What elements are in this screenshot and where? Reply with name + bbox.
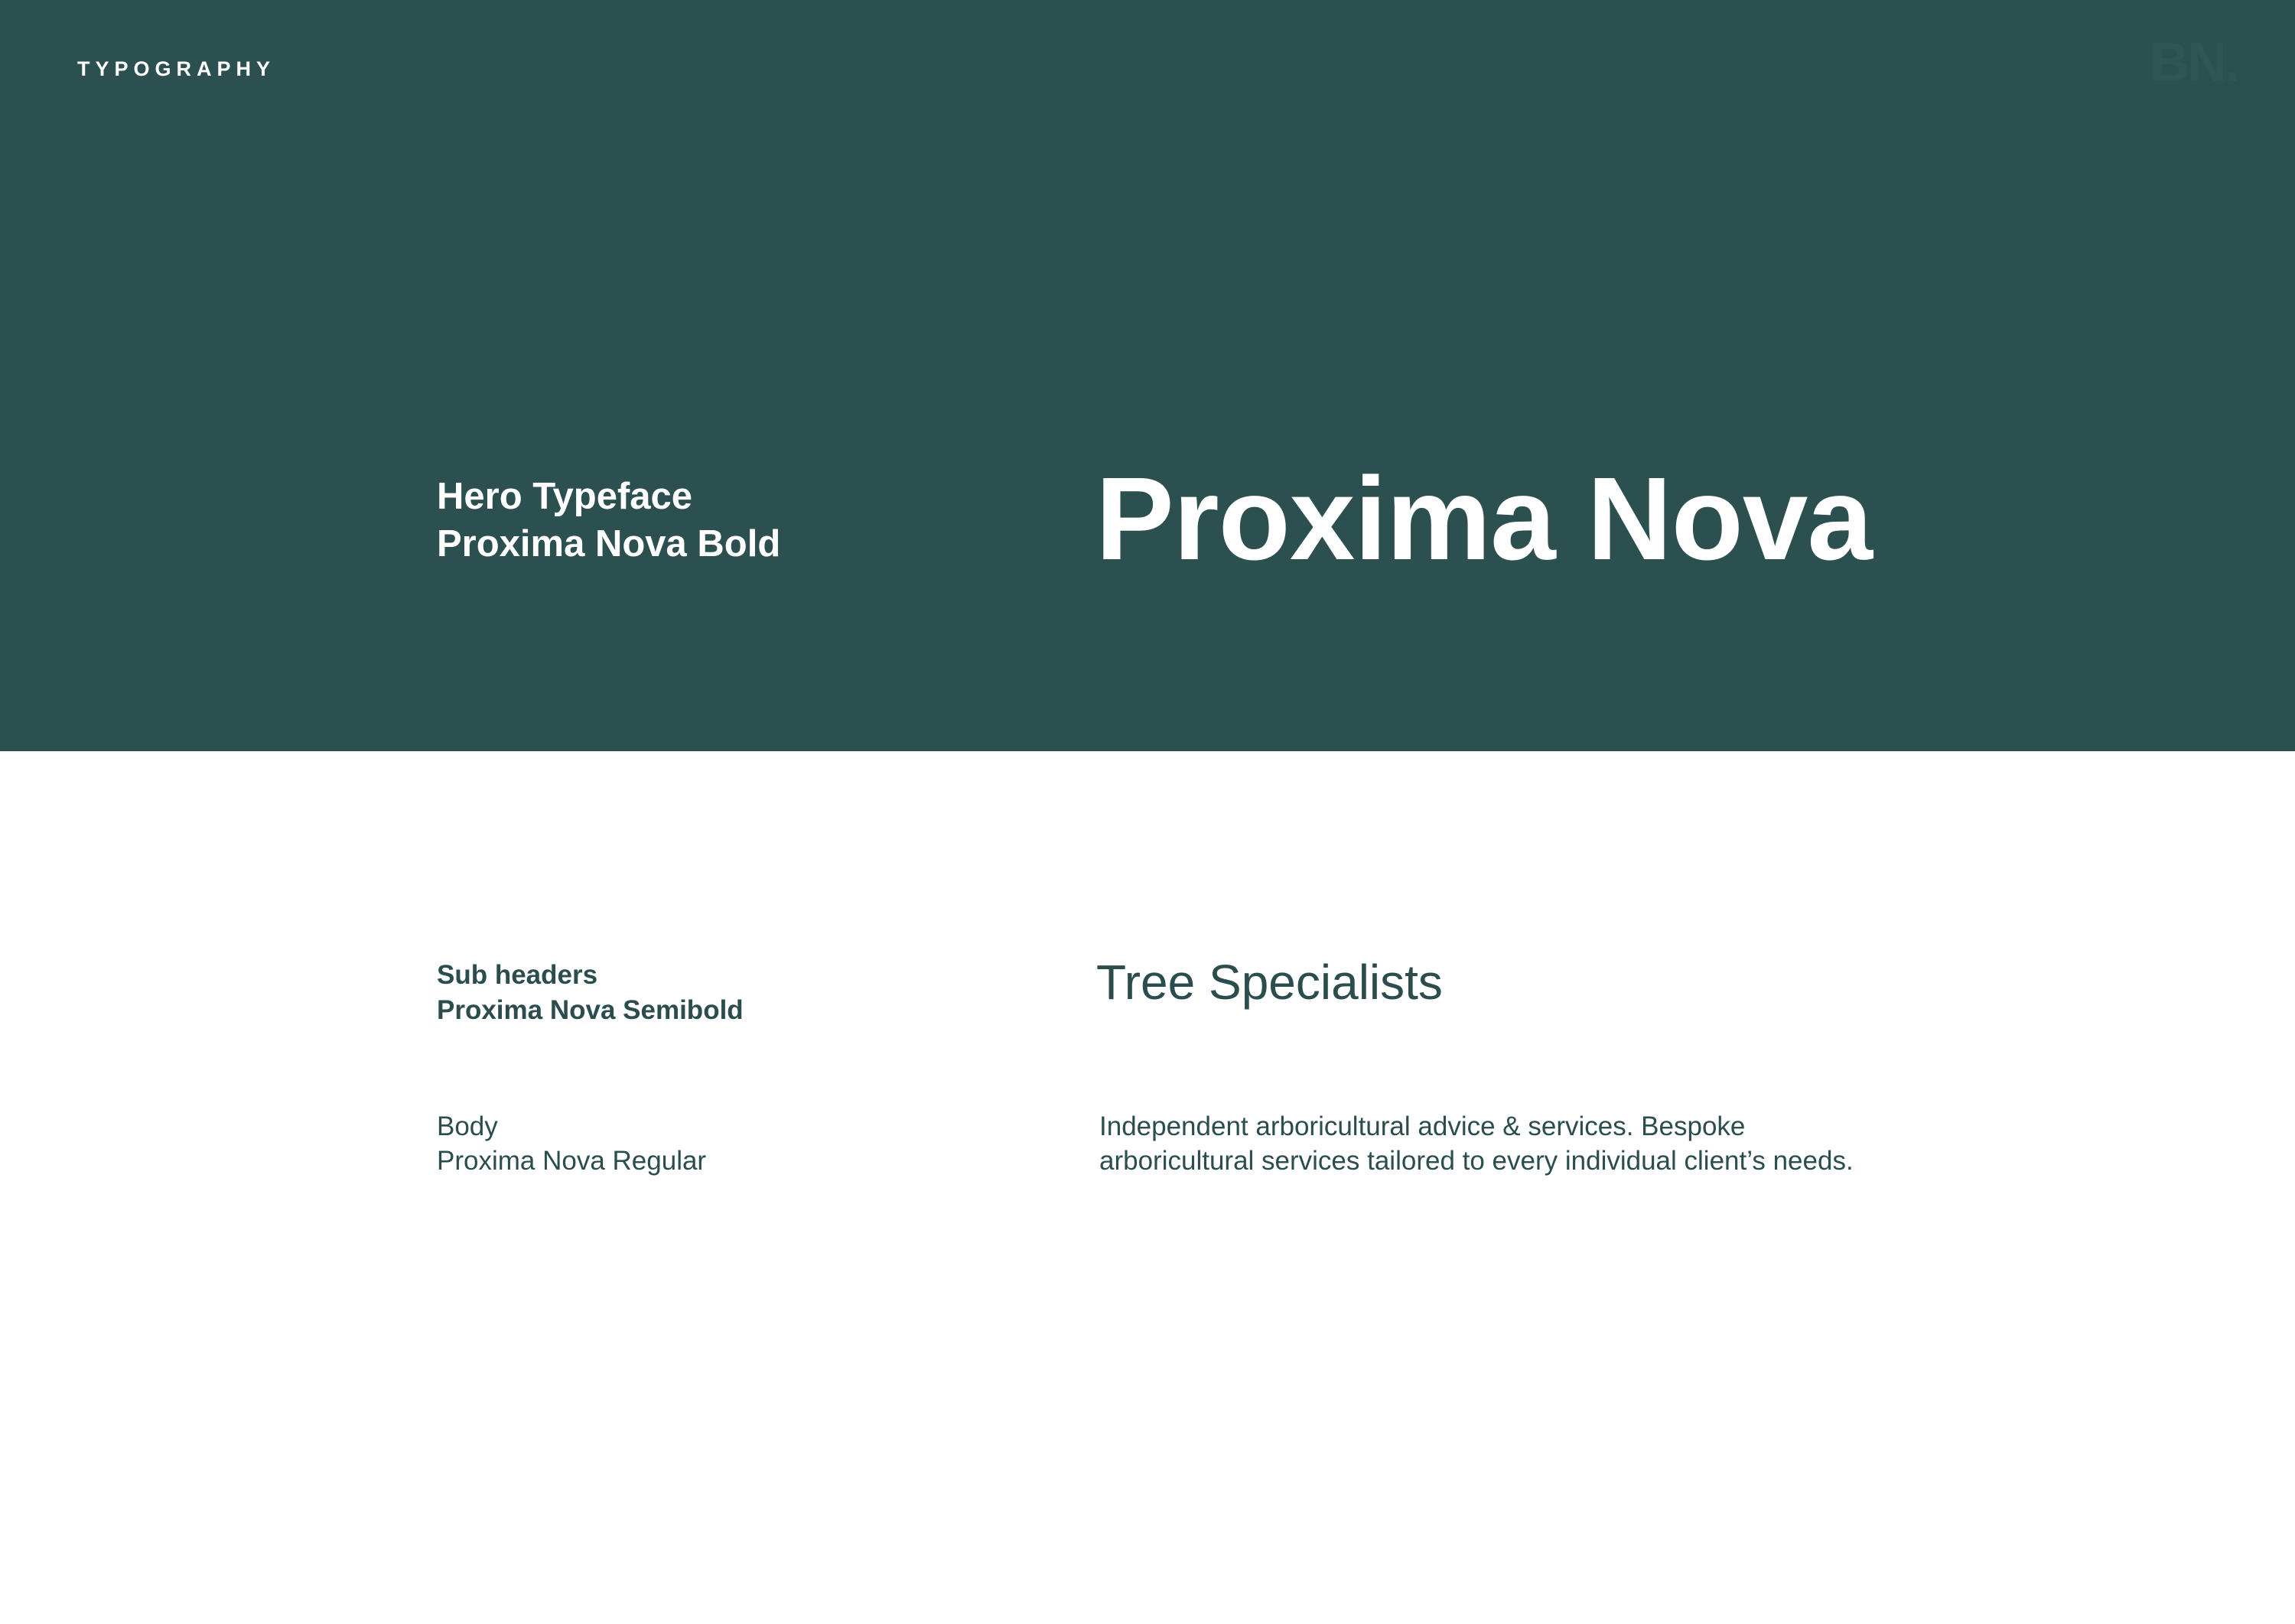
hero-band	[0, 0, 2295, 751]
body-sample	[1099, 1109, 2017, 1178]
body-description	[437, 1109, 972, 1178]
body-role: Body	[437, 1111, 498, 1141]
brand-monogram: BN.	[2150, 32, 2238, 93]
sub-header-role: Sub headers	[437, 960, 598, 990]
body-font: Proxima Nova Regular	[437, 1146, 707, 1176]
body-sample-line: Independent arboricultural advice & services. Bespoke	[1099, 1111, 1746, 1141]
hero-typeface-sample: Proxima Nova	[1095, 453, 1873, 584]
hero-typeface-description	[437, 473, 972, 568]
sub-header-font: Proxima Nova Semibold	[437, 995, 744, 1025]
sub-header-sample: Tree Specialists	[1096, 955, 1443, 1010]
hero-typeface-font: Proxima Nova Bold	[437, 523, 781, 565]
sub-header-description	[437, 958, 972, 1028]
body-sample-line: arboricultural services tailored to every individual client’s needs.	[1099, 1146, 1854, 1176]
section-label: TYPOGRAPHY	[77, 57, 276, 80]
hero-typeface-role: Hero Typeface	[437, 476, 693, 517]
